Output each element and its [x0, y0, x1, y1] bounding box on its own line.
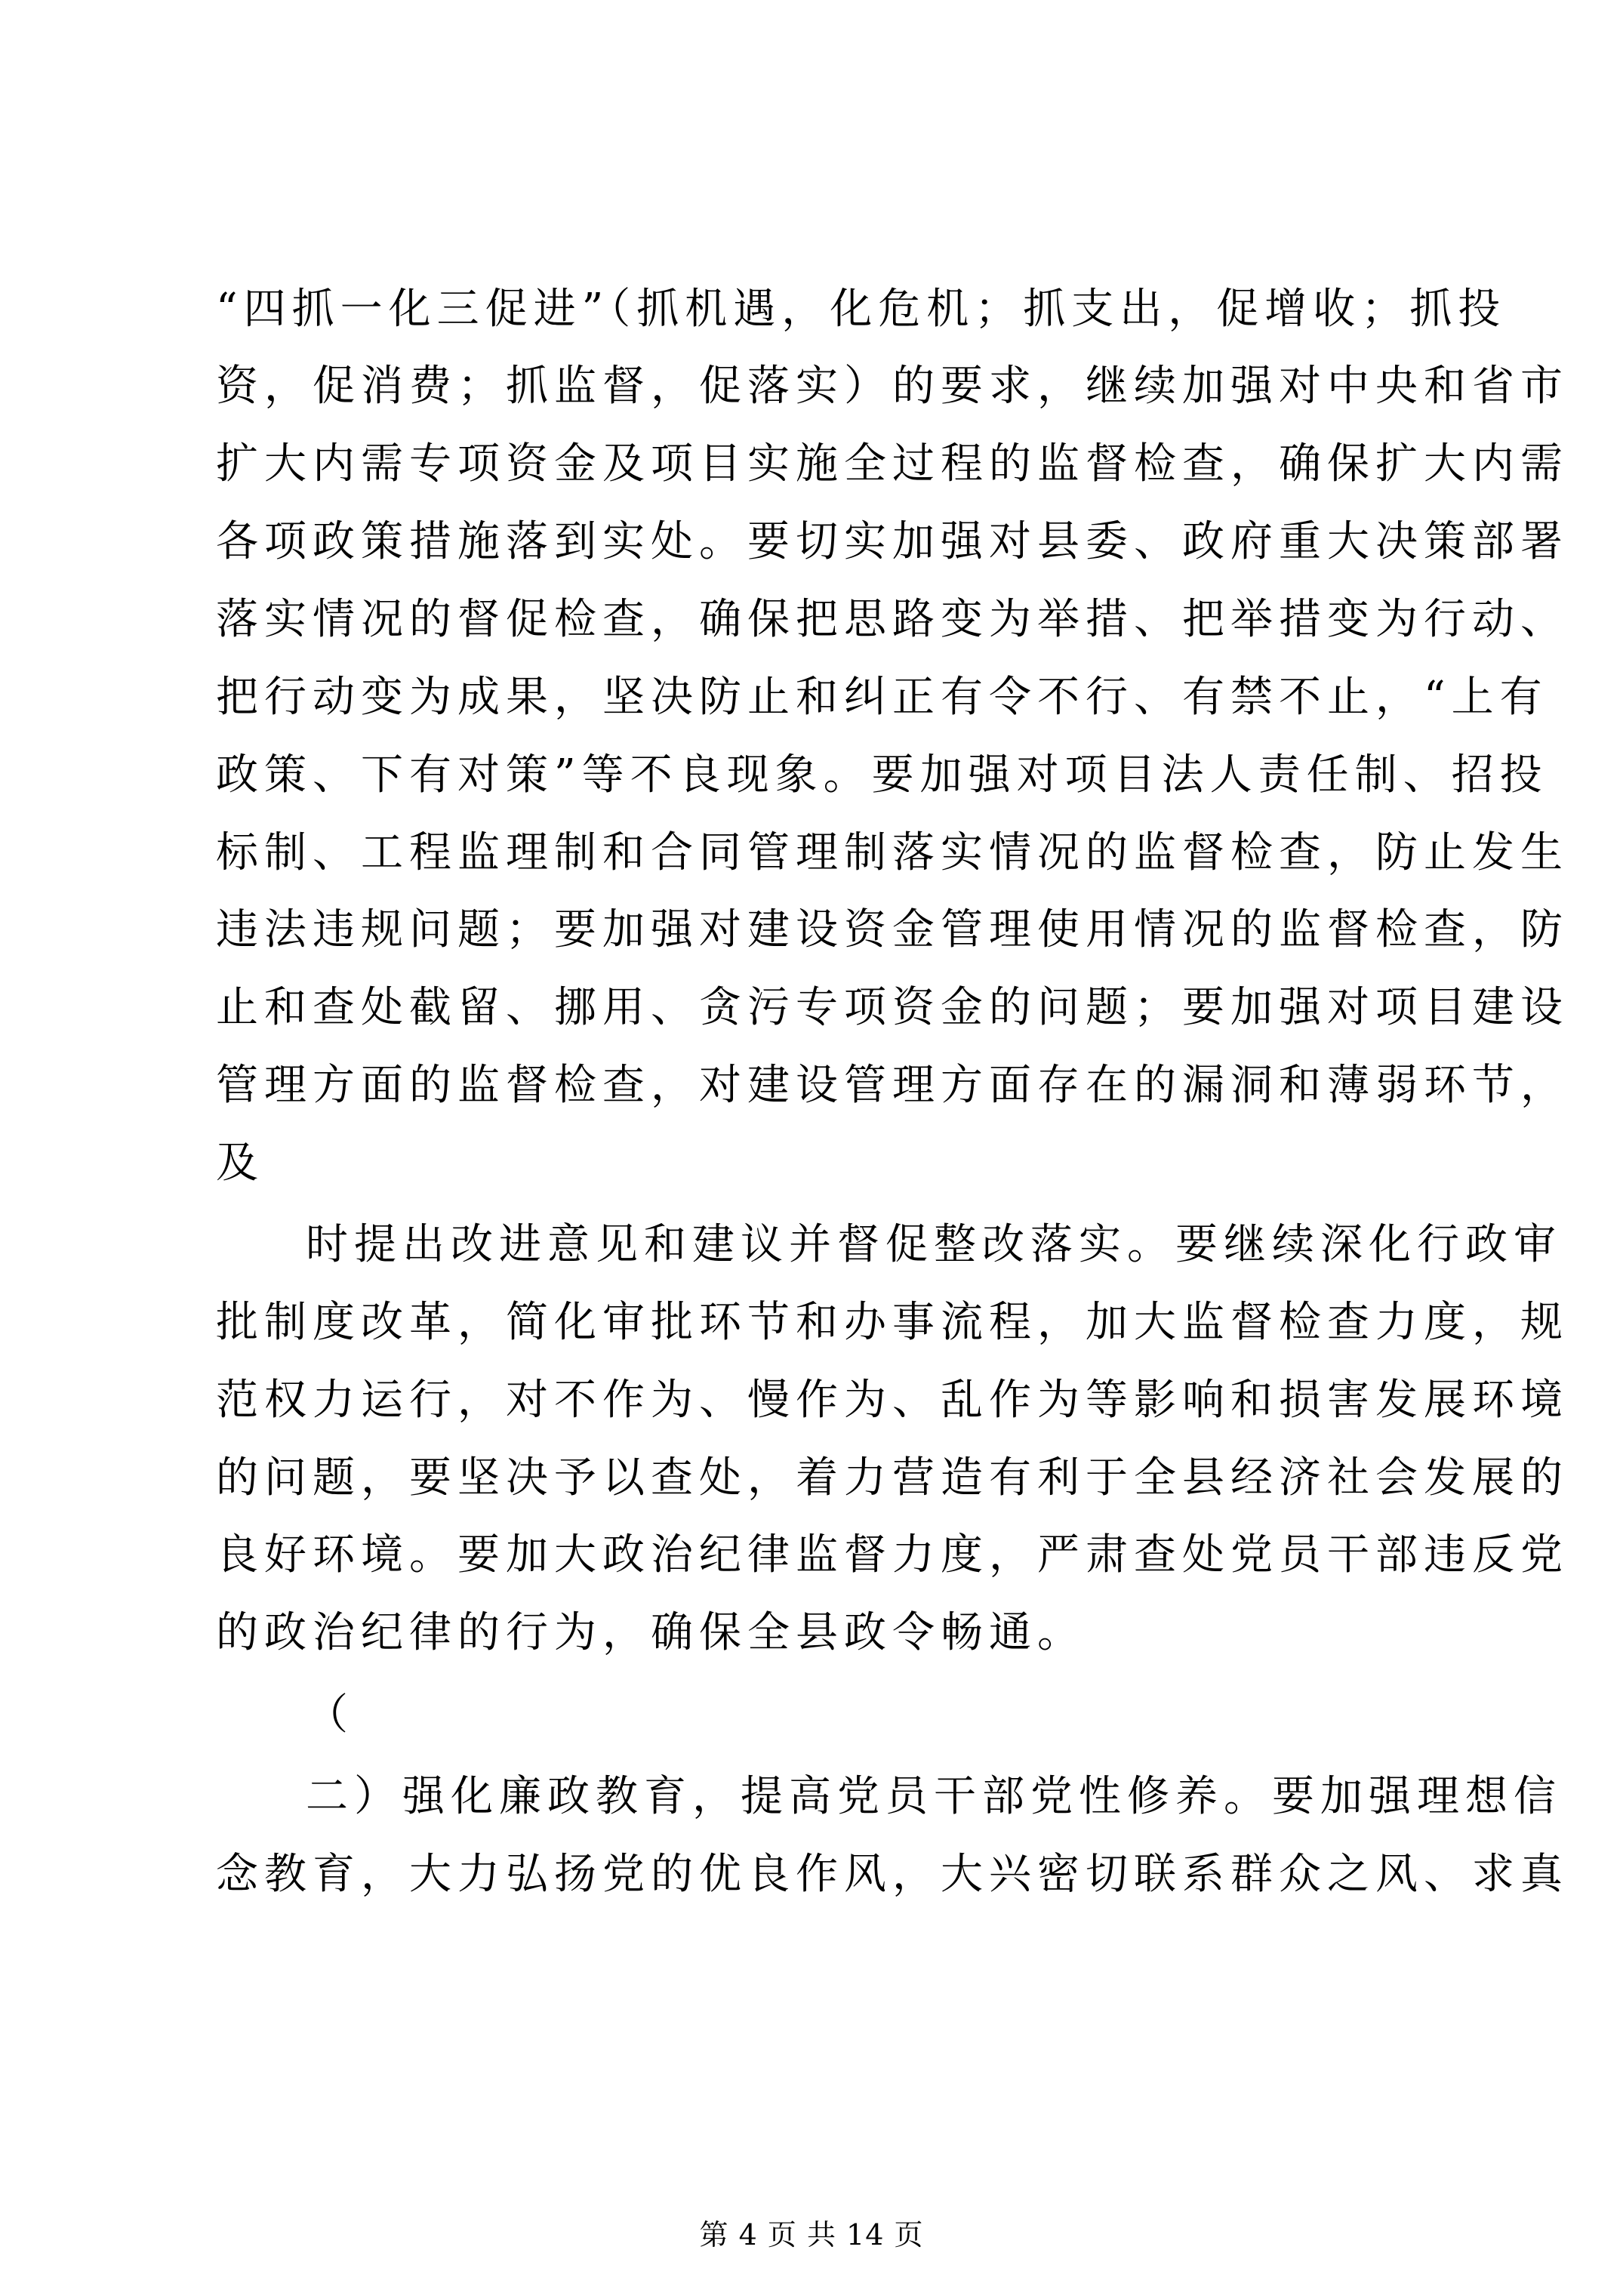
text-line: 资，促消费；抓监督，促落实）的要求，继续加强对中央和省市 — [216, 362, 1569, 411]
text-line: 违法违规问题；要加强对建设资金管理使用情况的监督检查，防 — [216, 905, 1569, 954]
text-line: 止和查处截留、挪用、贪污专项资金的问题；要加强对项目建设 — [216, 983, 1569, 1032]
text-line: 把行动变为成果，坚决防止和纠正有令不行、有禁不止，“上有 — [216, 673, 1548, 722]
text-line: 良好环境。要加大政治纪律监督力度，严肃查处党员干部违反党 — [216, 1530, 1569, 1579]
text-line: （ — [306, 1690, 354, 1740]
text-line: 及 — [216, 1139, 264, 1188]
text-line: 的政治纪律的行为，确保全县政令畅通。 — [216, 1608, 1086, 1657]
text-line: 范权力运行，对不作为、慢作为、乱作为等影响和损害发展环境 — [216, 1376, 1569, 1425]
text-line: 时提出改进意见和建议并督促整改落实。要继续深化行政审 — [306, 1220, 1562, 1269]
text-line: 念教育，大力弘扬党的优良作风，大兴密切联系群众之风、求真 — [216, 1850, 1569, 1899]
text-line: 二）强化廉政教育，提高党员干部党性修养。要加强理想信 — [306, 1772, 1562, 1821]
text-line: “四抓一化三促进”（抓机遇，化危机；抓支出，促增收；抓投 — [216, 285, 1507, 334]
text-line: 标制、工程监理制和合同管理制落实情况的监督检查，防止发生 — [216, 828, 1569, 877]
text-line: 扩大内需专项资金及项目实施全过程的监督检查，确保扩大内需 — [216, 439, 1569, 488]
text-line: 落实情况的督促检查，确保把思路变为举措、把举措变为行动、 — [216, 595, 1569, 644]
text-line: 各项政策措施落到实处。要切实加强对县委、政府重大决策部署 — [216, 517, 1569, 566]
text-line: 的问题，要坚决予以查处，着力营造有利于全县经济社会发展的 — [216, 1453, 1569, 1502]
text-line: 管理方面的监督检查，对建设管理方面存在的漏洞和薄弱环节， — [216, 1061, 1569, 1110]
page-number-footer: 第 4 页 共 14 页 — [699, 2218, 924, 2251]
text-line: 政策、下有对策”等不良现象。要加强对项目法人责任制、招投 — [216, 750, 1548, 800]
text-line: 批制度改革，简化审批环节和办事流程，加大监督检查力度，规 — [216, 1298, 1569, 1347]
